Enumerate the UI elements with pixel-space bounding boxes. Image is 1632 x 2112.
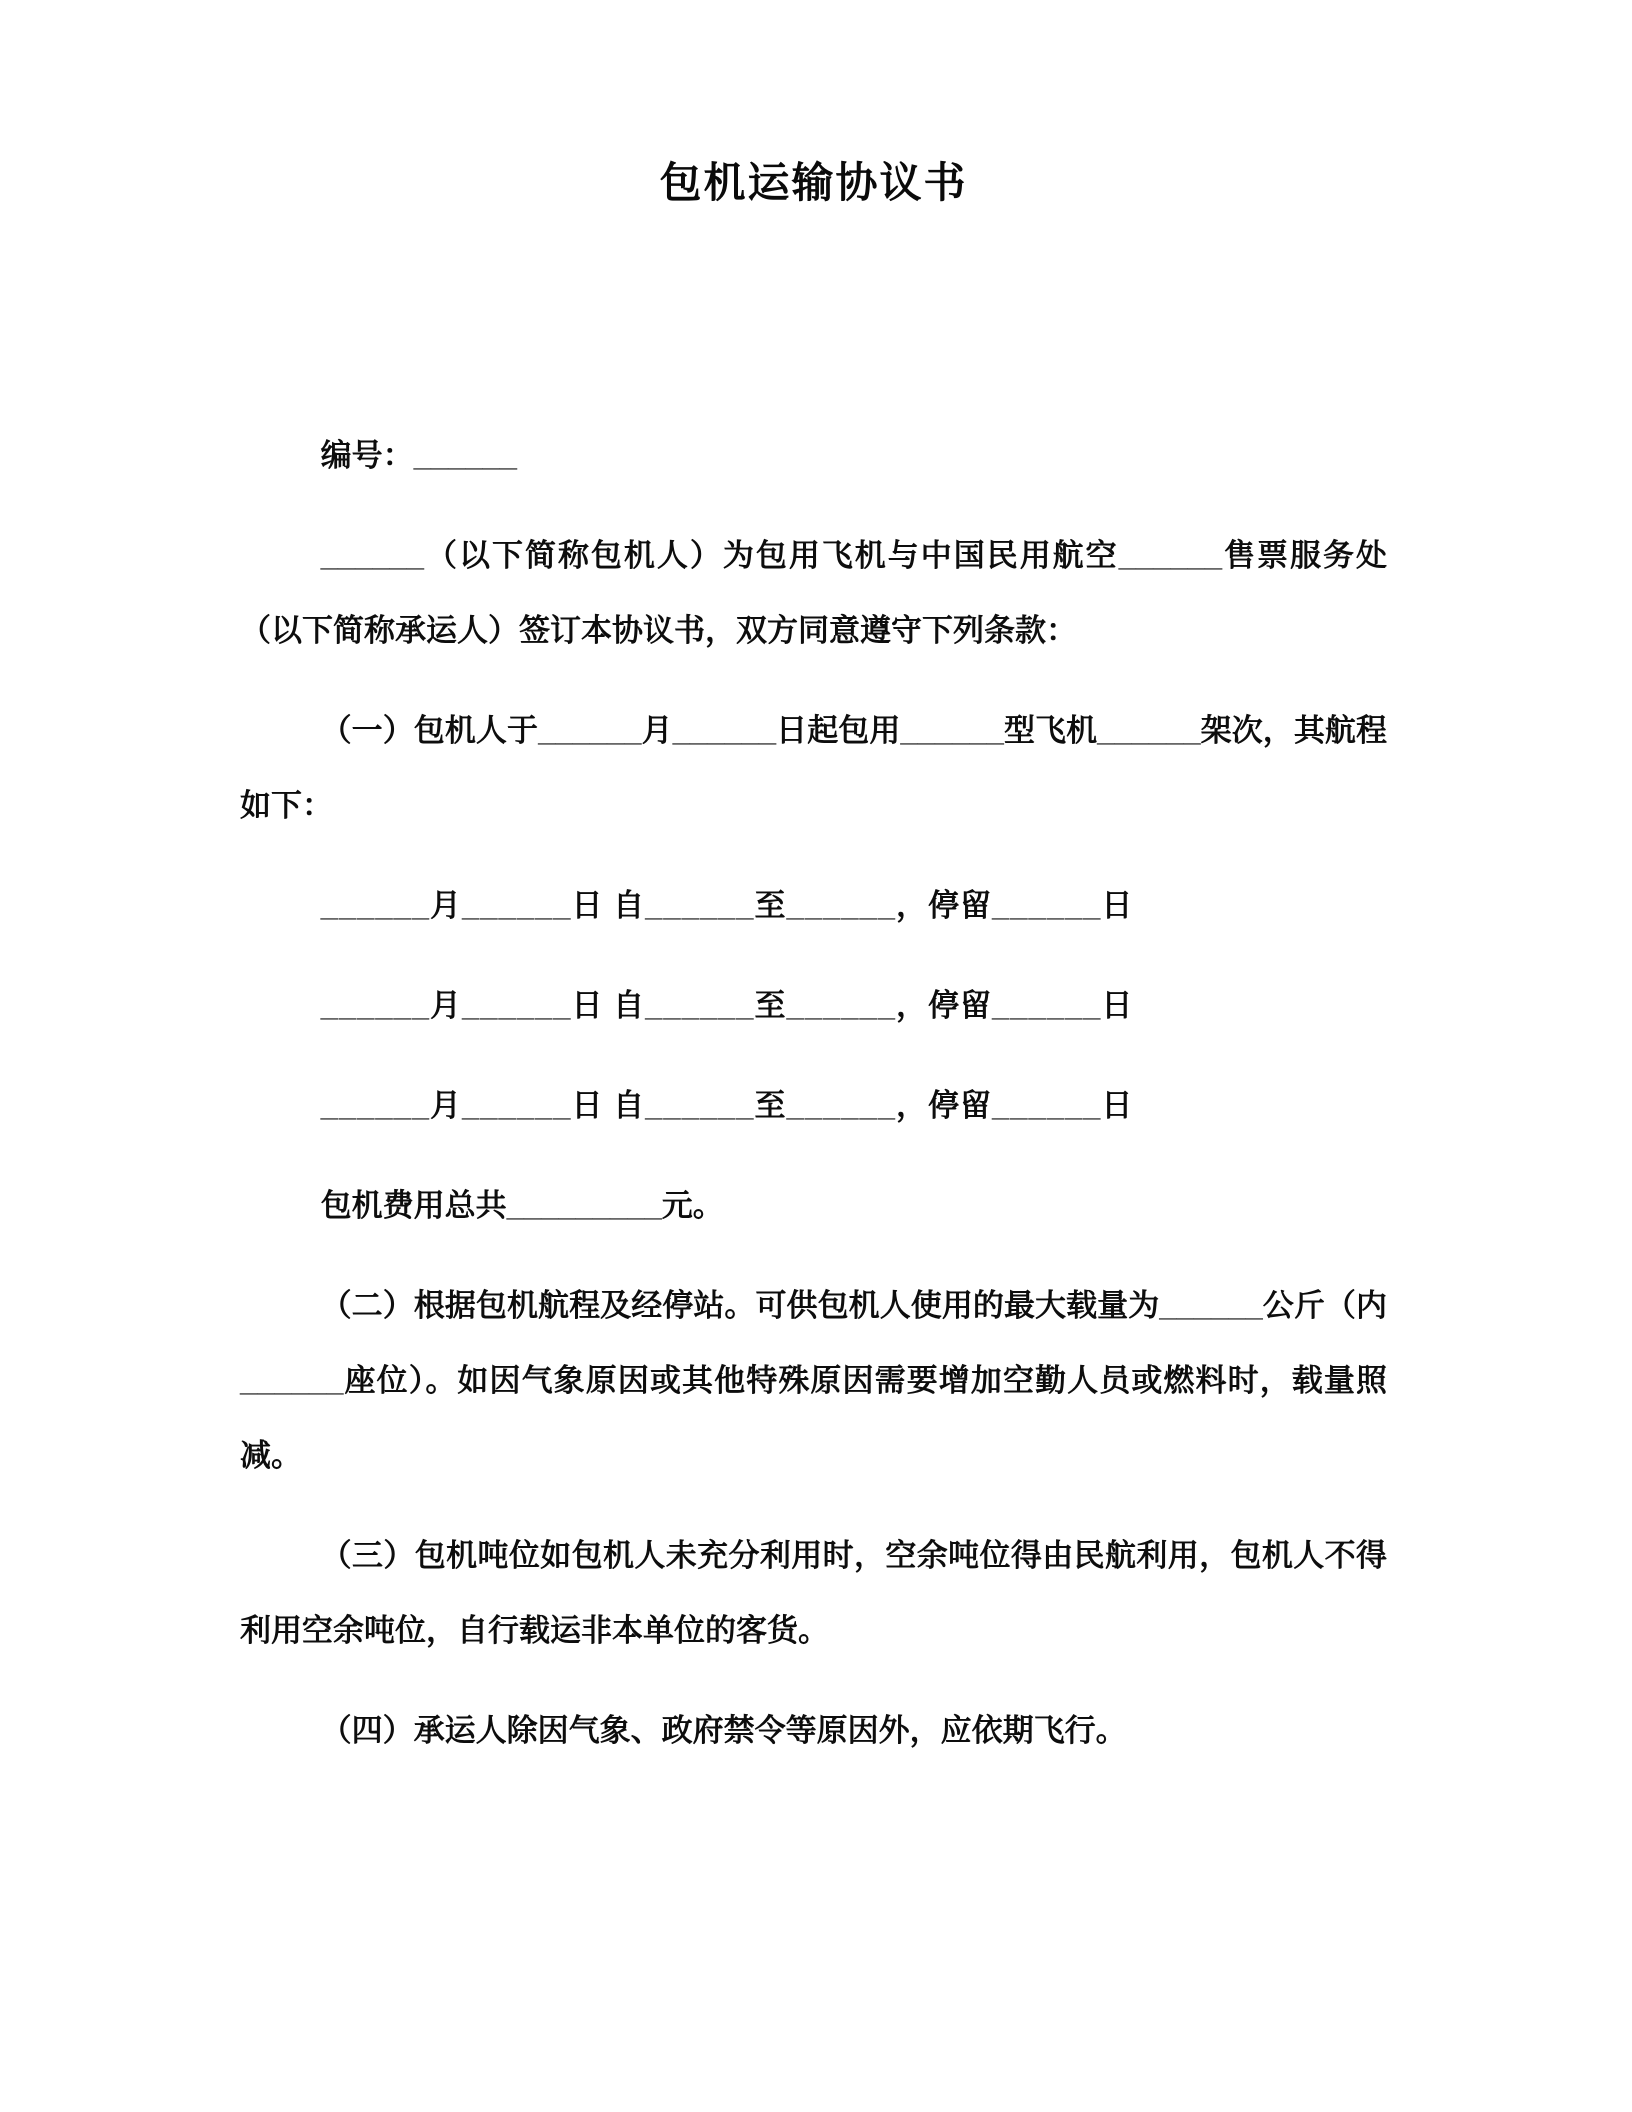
paragraph-route-line-2: ______月______日 自______至______，停留______日 <box>320 988 1134 1023</box>
paragraph-number-line: 编号：______ <box>320 438 518 473</box>
paragraph-route-line-3: ______月______日 自______至______，停留______日 <box>320 1088 1134 1123</box>
paragraph-clause-3: （三）包机吨位如包机人未充分利用时，空余吨位得由民航利用，包机人不得利用空余吨位，自行载运非本单位的客货。 <box>240 1538 1387 1648</box>
paragraph-clause-4: （四）承运人除因气象、政府禁令等原因外，应依期飞行。 <box>320 1713 1127 1748</box>
paragraph-clause-2: （二）根据包机航程及经停站。可供包机人使用的最大载量为______公斤（内______座位）。如因气象原因或其他特殊原因需要增加空勤人员或燃料时，载量照减。 <box>240 1288 1387 1473</box>
document-title: 包机运输协议书 <box>659 159 968 206</box>
paragraph-fee-line: 包机费用总共_________元。 <box>320 1188 724 1223</box>
paragraph-clause-1: （一）包机人于______月______日起包用______型飞机______架次，其航程如下： <box>240 713 1387 823</box>
paragraph-route-line-1: ______月______日 自______至______，停留______日 <box>320 888 1134 923</box>
paragraph-preamble: ______（以下简称包机人）为包用飞机与中国民用航空______售票服务处（以下简称承运人）签订本协议书，双方同意遵守下列条款： <box>240 538 1387 648</box>
